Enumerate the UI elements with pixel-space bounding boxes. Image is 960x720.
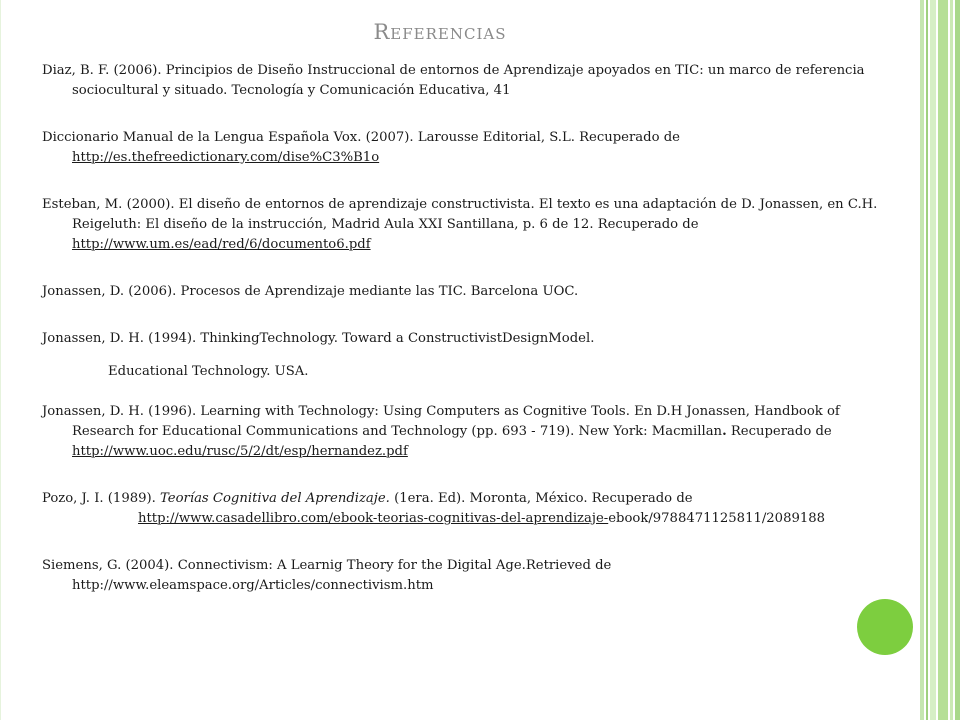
reference-bold-period: . <box>722 424 727 440</box>
reference-text: Diccionario Manual de la Lengua Española Vox. (2007). Larousse Editorial, S.L. Recuperado de <box>42 130 680 145</box>
reference-item <box>42 128 904 168</box>
reference-link[interactable]: http://www.um.es/ead/red/6/documento6.pdf <box>72 237 371 252</box>
reference-item <box>42 489 904 529</box>
reference-text: Jonassen, D. H. (1994). ThinkingTechnology. Toward a ConstructivistDesignModel. <box>42 331 595 346</box>
reference-text: Esteban, M. (2000). El diseño de entornos de aprendizaje constructivista. El texto es una adaptación de D. Jonassen, en C.H. Reigeluth: El diseño de la instrucción, Madrid Aula XXI Santillana, p. 6 de 12. Recuperado de <box>42 197 878 232</box>
reference-link[interactable]: http://www.uoc.edu/rusc/5/2/dt/esp/hernandez.pdf <box>72 444 408 460</box>
reference-link-tail: ebook/9788471125811/2089188 <box>608 511 826 527</box>
decorative-green-circle <box>857 599 913 655</box>
reference-list <box>42 61 904 596</box>
reference-item <box>42 61 904 101</box>
decorative-stripe <box>955 0 960 720</box>
reference-text: Siemens, G. (2004). Connectivism: A Learnig Theory for the Digital Age.Retrieved de http://www.eleamspace.org/Articles/connectivism.htm <box>42 558 612 594</box>
reference-text: Jonassen, D. (2006). Procesos de Aprendizaje mediante las TIC. Barcelona UOC. <box>42 284 579 299</box>
reference-link-line <box>72 509 904 529</box>
reference-link[interactable]: http://www.casadellibro.com/ebook-teorias-cognitivas-del-aprendizaje- <box>138 511 609 527</box>
reference-text: Recuperado de <box>726 424 832 440</box>
reference-link[interactable]: http://es.thefreedictionary.com/dise%C3%B1o <box>72 150 380 165</box>
decorative-stripe <box>938 0 948 720</box>
left-border-line <box>0 0 1 720</box>
reference-item <box>42 329 904 349</box>
reference-item <box>42 195 904 255</box>
reference-text: Jonassen, D. H. (1996). Learning with Technology: Using Computers as Cognitive Tools. En D.H Jonassen, Handbook of Research for Educational Communications and Technology (pp. 693 - 719). New York: Macmillan <box>42 404 840 440</box>
slide-title: Referencias <box>373 20 507 44</box>
reference-continuation: Educational Technology. USA. <box>108 364 309 380</box>
decorative-stripe <box>920 0 924 720</box>
reference-item <box>42 282 904 302</box>
reference-item <box>42 402 904 462</box>
reference-text: Pozo, J. I. (1989). <box>42 491 161 507</box>
decorative-stripe <box>930 0 936 720</box>
reference-item <box>42 556 904 596</box>
reference-italic-title: Teorías Cognitiva del Aprendizaje. <box>160 491 390 507</box>
decorative-stripe <box>926 0 928 720</box>
decorative-stripe <box>950 0 953 720</box>
reference-text: Diaz, B. F. (2006). Principios de Diseño Instruccional de entornos de Aprendizaje apoyados en TIC: un marco de referencia sociocultural y situado. Tecnología y Comunicación Educativa, 41 <box>42 63 865 98</box>
reference-text: (1era. Ed). Moronta, México. Recuperado de <box>389 491 693 507</box>
